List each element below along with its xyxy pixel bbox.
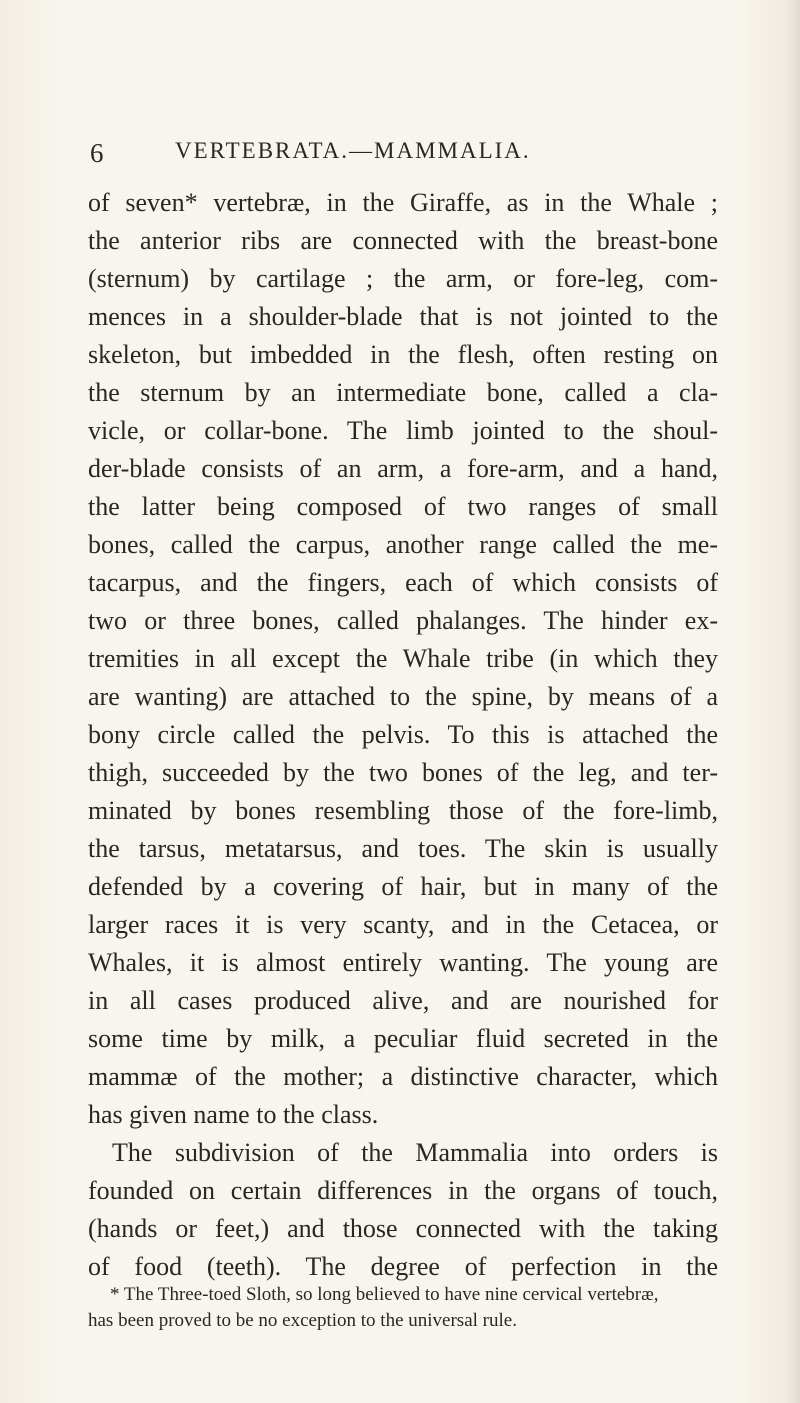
text-line: mences in a shoulder-blade that is not jointed to the: [88, 302, 718, 331]
text-line: der-blade consists of an arm, a fore-arm, and a hand,: [88, 454, 718, 483]
text-line: two or three bones, called phalanges. The hinder ex-: [88, 606, 718, 635]
body-text: [88, 184, 718, 1286]
text-line: bony circle called the pelvis. To this is attached the: [88, 720, 718, 749]
text-line: the tarsus, metatarsus, and toes. The skin is usually: [88, 834, 718, 863]
text-line: thigh, succeeded by the two bones of the leg, and ter-: [88, 758, 718, 787]
text-line: are wanting) are attached to the spine, by means of a: [88, 682, 718, 711]
text-line: the latter being composed of two ranges of small: [88, 492, 718, 521]
text-line: defended by a covering of hair, but in many of the: [88, 872, 718, 901]
text-line: tacarpus, and the fingers, each of which consists of: [88, 568, 718, 597]
text-line: some time by milk, a peculiar fluid secreted in the: [88, 1024, 718, 1053]
text-line: the anterior ribs are connected with the breast-bone: [88, 226, 718, 255]
running-head: VERTEBRATA.—MAMMALIA.: [175, 138, 531, 163]
text-line: minated by bones resembling those of the fore-limb,: [88, 796, 718, 825]
page-number: 6: [90, 138, 104, 168]
text-line: Whales, it is almost entirely wanting. The young are: [88, 948, 718, 977]
text-line: skeleton, but imbedded in the flesh, often resting on: [88, 340, 718, 369]
text-line: of seven* vertebræ, in the Giraffe, as in the Whale ;: [88, 188, 718, 217]
text-line: mammæ of the mother; a distinctive character, which: [88, 1062, 718, 1091]
footnote-line: * The Three-toed Sloth, so long believed to have nine cervical vertebræ,: [110, 1284, 659, 1305]
text-line: in all cases produced alive, and are nourished for: [88, 986, 718, 1015]
text-line: tremities in all except the Whale tribe (in which they: [88, 644, 718, 673]
text-line: vicle, or collar-bone. The limb jointed to the shoul-: [88, 416, 718, 445]
text-line: bones, called the carpus, another range called the me-: [88, 530, 718, 559]
text-line: of food (teeth). The degree of perfection in the: [88, 1252, 718, 1281]
text-line: (sternum) by cartilage ; the arm, or fore-leg, com-: [88, 264, 718, 293]
text-line: larger races it is very scanty, and in the Cetacea, or: [88, 910, 718, 939]
footnote-line: has been proved to be no exception to the universal rule.: [88, 1310, 517, 1331]
text-line: founded on certain differences in the organs of touch,: [88, 1176, 718, 1205]
footnote: [88, 1282, 718, 1334]
text-line: the sternum by an intermediate bone, called a cla-: [88, 378, 718, 407]
text-line: The subdivision of the Mammalia into orders is: [112, 1138, 718, 1167]
text-line: (hands or feet,) and those connected with the taking: [88, 1214, 718, 1243]
page-edge-shadow: [786, 0, 800, 1403]
text-line: has given name to the class.: [88, 1100, 379, 1129]
